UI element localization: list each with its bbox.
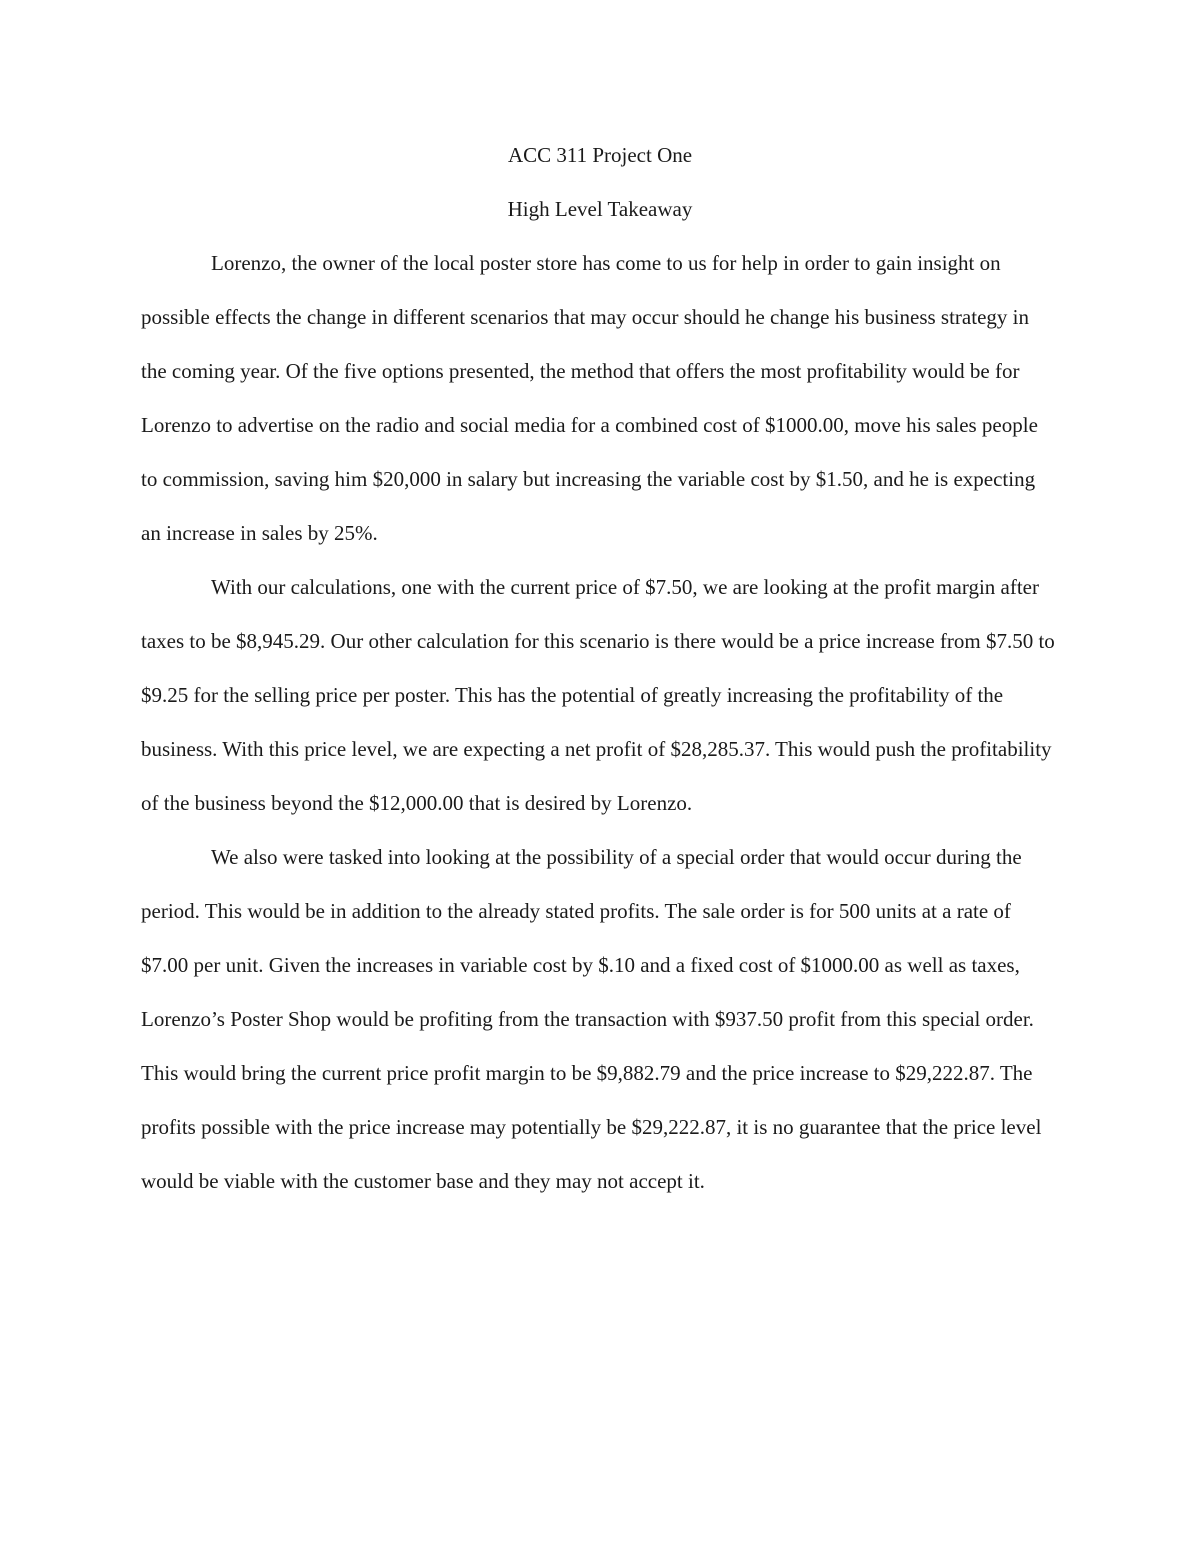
document-subtitle: High Level Takeaway: [507, 197, 693, 221]
paragraph-calculations: With our calculations, one with the current price of $7.50, we are looking at the profit margin after taxes to be $8,945.29. Our other calculation for this scenario is there would be a price increase from $7.50 to $9.25 for the selling price per poster. This has the potential of greatly increasing the profitability of the business. With this price level, we are expecting a net profit of $28,285.37. This would push the profitability of the business beyond the $12,000.00 that is desired by Lorenzo.: [141, 575, 1055, 815]
document-body: [141, 128, 1059, 1208]
paragraph-intro: Lorenzo, the owner of the local poster store has come to us for help in order to gain insight on possible effects the change in different scenarios that may occur should he change his business strategy in the coming year. Of the five options presented, the method that offers the most profitability would be for Lorenzo to advertise on the radio and social media for a combined cost of $1000.00, move his sales people to commission, saving him $20,000 in salary but increasing the variable cost by $1.50, and he is expecting an increase in sales by 25%.: [141, 251, 1038, 545]
document-title: ACC 311 Project One: [507, 143, 693, 167]
paragraph-special-order: We also were tasked into looking at the possibility of a special order that would occur during the period. This would be in addition to the already stated profits. The sale order is for 500 units at a rate of $7.00 per unit. Given the increases in variable cost by $.10 and a fixed cost of $1000.00 as well as taxes, Lorenzo’s Poster Shop would be profiting from the transaction with $937.50 profit from this special order. This would bring the current price profit margin to be $9,882.79 and the price increase to $29,222.87. The profits possible with the price increase may potentially be $29,222.87, it is no guarantee that the price level would be viable with the customer base and they may not accept it.: [141, 845, 1042, 1193]
